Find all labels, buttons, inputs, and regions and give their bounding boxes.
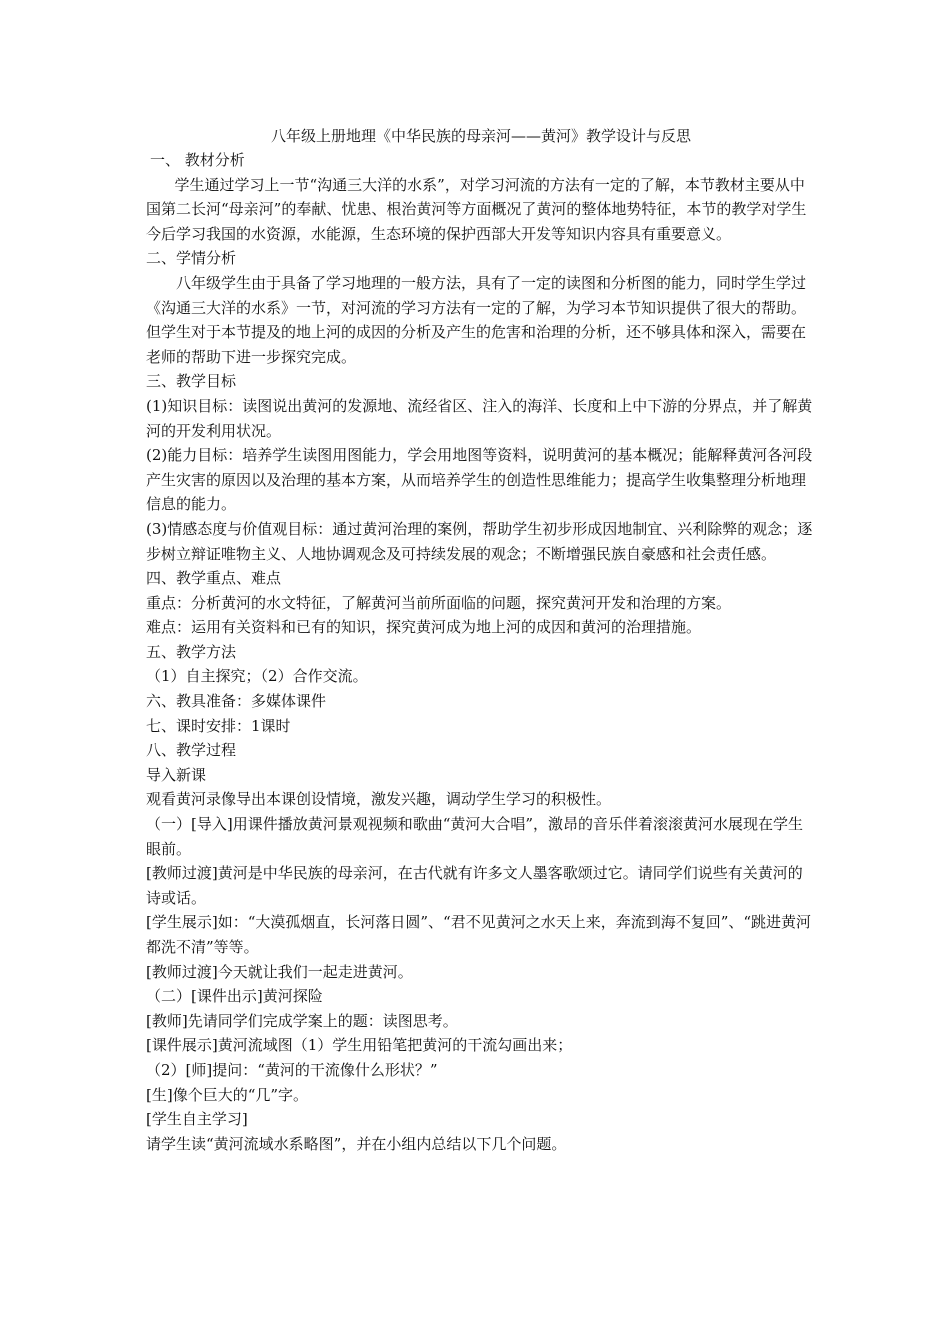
paragraph: [学生自主学习] (146, 1110, 248, 1129)
paragraph: 观看黄河录像导出本课创设情境，激发兴趣，调动学生学习的积极性。 (146, 790, 612, 809)
paragraph: (3)情感态度与价值观目标：通过黄河治理的案例，帮助学生初步形成因地制宜、兴利除弊的观念；逐步树立辩证唯物主义、人地协调观念及可持续发展的观念；不断增强民族自豪感和社会责任感。 (146, 519, 813, 563)
paragraph: [课件展示]黄河流域图（1）学生用铅笔把黄河的干流勾画出来； (146, 1036, 573, 1055)
section-heading: 八、教学过程 (146, 741, 237, 760)
section-heading: 六、教具准备：多媒体课件 (146, 692, 327, 711)
paragraph: 重点：分析黄河的水文特征，了解黄河当前所面临的问题，探究黄河开发和治理的方案。 (146, 593, 732, 612)
paragraph: [生]像个巨大的“几”字。 (146, 1085, 309, 1104)
paragraph: （2）[师]提问：“黄河的干流像什么形状？” (146, 1060, 438, 1079)
paragraph: [教师]先请同学们完成学案上的题：读图思考。 (146, 1011, 458, 1030)
section-heading: 五、教学方法 (146, 642, 237, 661)
section-heading: 四、教学重点、难点 (146, 569, 282, 588)
paragraph: （1）自主探究；（2）合作交流。 (146, 667, 368, 686)
document-body (146, 148, 816, 1156)
document-page (146, 124, 816, 1156)
section-heading: 三、教学目标 (146, 372, 237, 391)
paragraph: 学生通过学习上一节“沟通三大洋的水系”，对学习河流的方法有一定的了解，本节教材主要从中国第二长河“母亲河”的奉献、忧患、根治黄河等方面概况了黄河的整体地势特征，本节的教学对学生今后学习我国的水资源，水能源，生态环境的保护西部大开发等知识内容具有重要意义。 (146, 175, 807, 243)
paragraph: [教师过渡]今天就让我们一起走进黄河。 (146, 962, 413, 981)
paragraph: 请学生读“黄河流域水系略图”，并在小组内总结以下几个问题。 (146, 1134, 567, 1153)
paragraph: 导入新课 (146, 765, 207, 784)
paragraph: [教师过渡]黄河是中华民族的母亲河，在古代就有许多文人墨客歌颂过它。请同学们说些有关黄河的诗或话。 (146, 864, 803, 907)
paragraph: 八年级学生由于具备了学习地理的一般方法，具有了一定的读图和分析图的能力，同时学生学过《沟通三大洋的水系》一节，对河流的学习方法有一定的了解，为学习本节知识提供了很大的帮助。但学生对于本节提及的地上河的成因的分析及产生的危害和治理的分析，还不够具体和深入，需要在老师的帮助下进一步探究完成。 (146, 273, 807, 366)
paragraph: (1)知识目标：读图说出黄河的发源地、流经省区、注入的海洋、长度和上中下游的分界点，并了解黄河的开发利用状况。 (146, 396, 813, 440)
section-heading: 二、学情分析 (146, 249, 237, 268)
section-heading: 七、课时安排：1课时 (146, 716, 291, 735)
paragraph: 难点：运用有关资料和已有的知识，探究黄河成为地上河的成因和黄河的治理措施。 (146, 618, 702, 637)
document-title: 八年级上册地理《中华民族的母亲河——黄河》教学设计与反思 (270, 127, 691, 145)
paragraph: （二）[课件出示]黄河探险 (146, 987, 323, 1006)
section-heading: 一、 教材分析 (150, 151, 245, 169)
paragraph: [学生展示]如：“大漠孤烟直，长河落日圆”、“君不见黄河之水天上来，奔流到海不复回”、“跳进黄河都洗不清”等等。 (146, 913, 812, 956)
paragraph: （一）[导入]用课件播放黄河景观视频和歌曲“黄河大合唱”，激昂的音乐伴着滚滚黄河水展现在学生眼前。 (146, 815, 804, 858)
paragraph: (2)能力目标：培养学生读图用图能力，学会用地图等资料，说明黄河的基本概况；能解释黄河各河段产生灾害的原因以及治理的基本方案，从而培养学生的创造性思维能力；提高学生收集整理分析地理信息的能力。 (146, 446, 813, 514)
